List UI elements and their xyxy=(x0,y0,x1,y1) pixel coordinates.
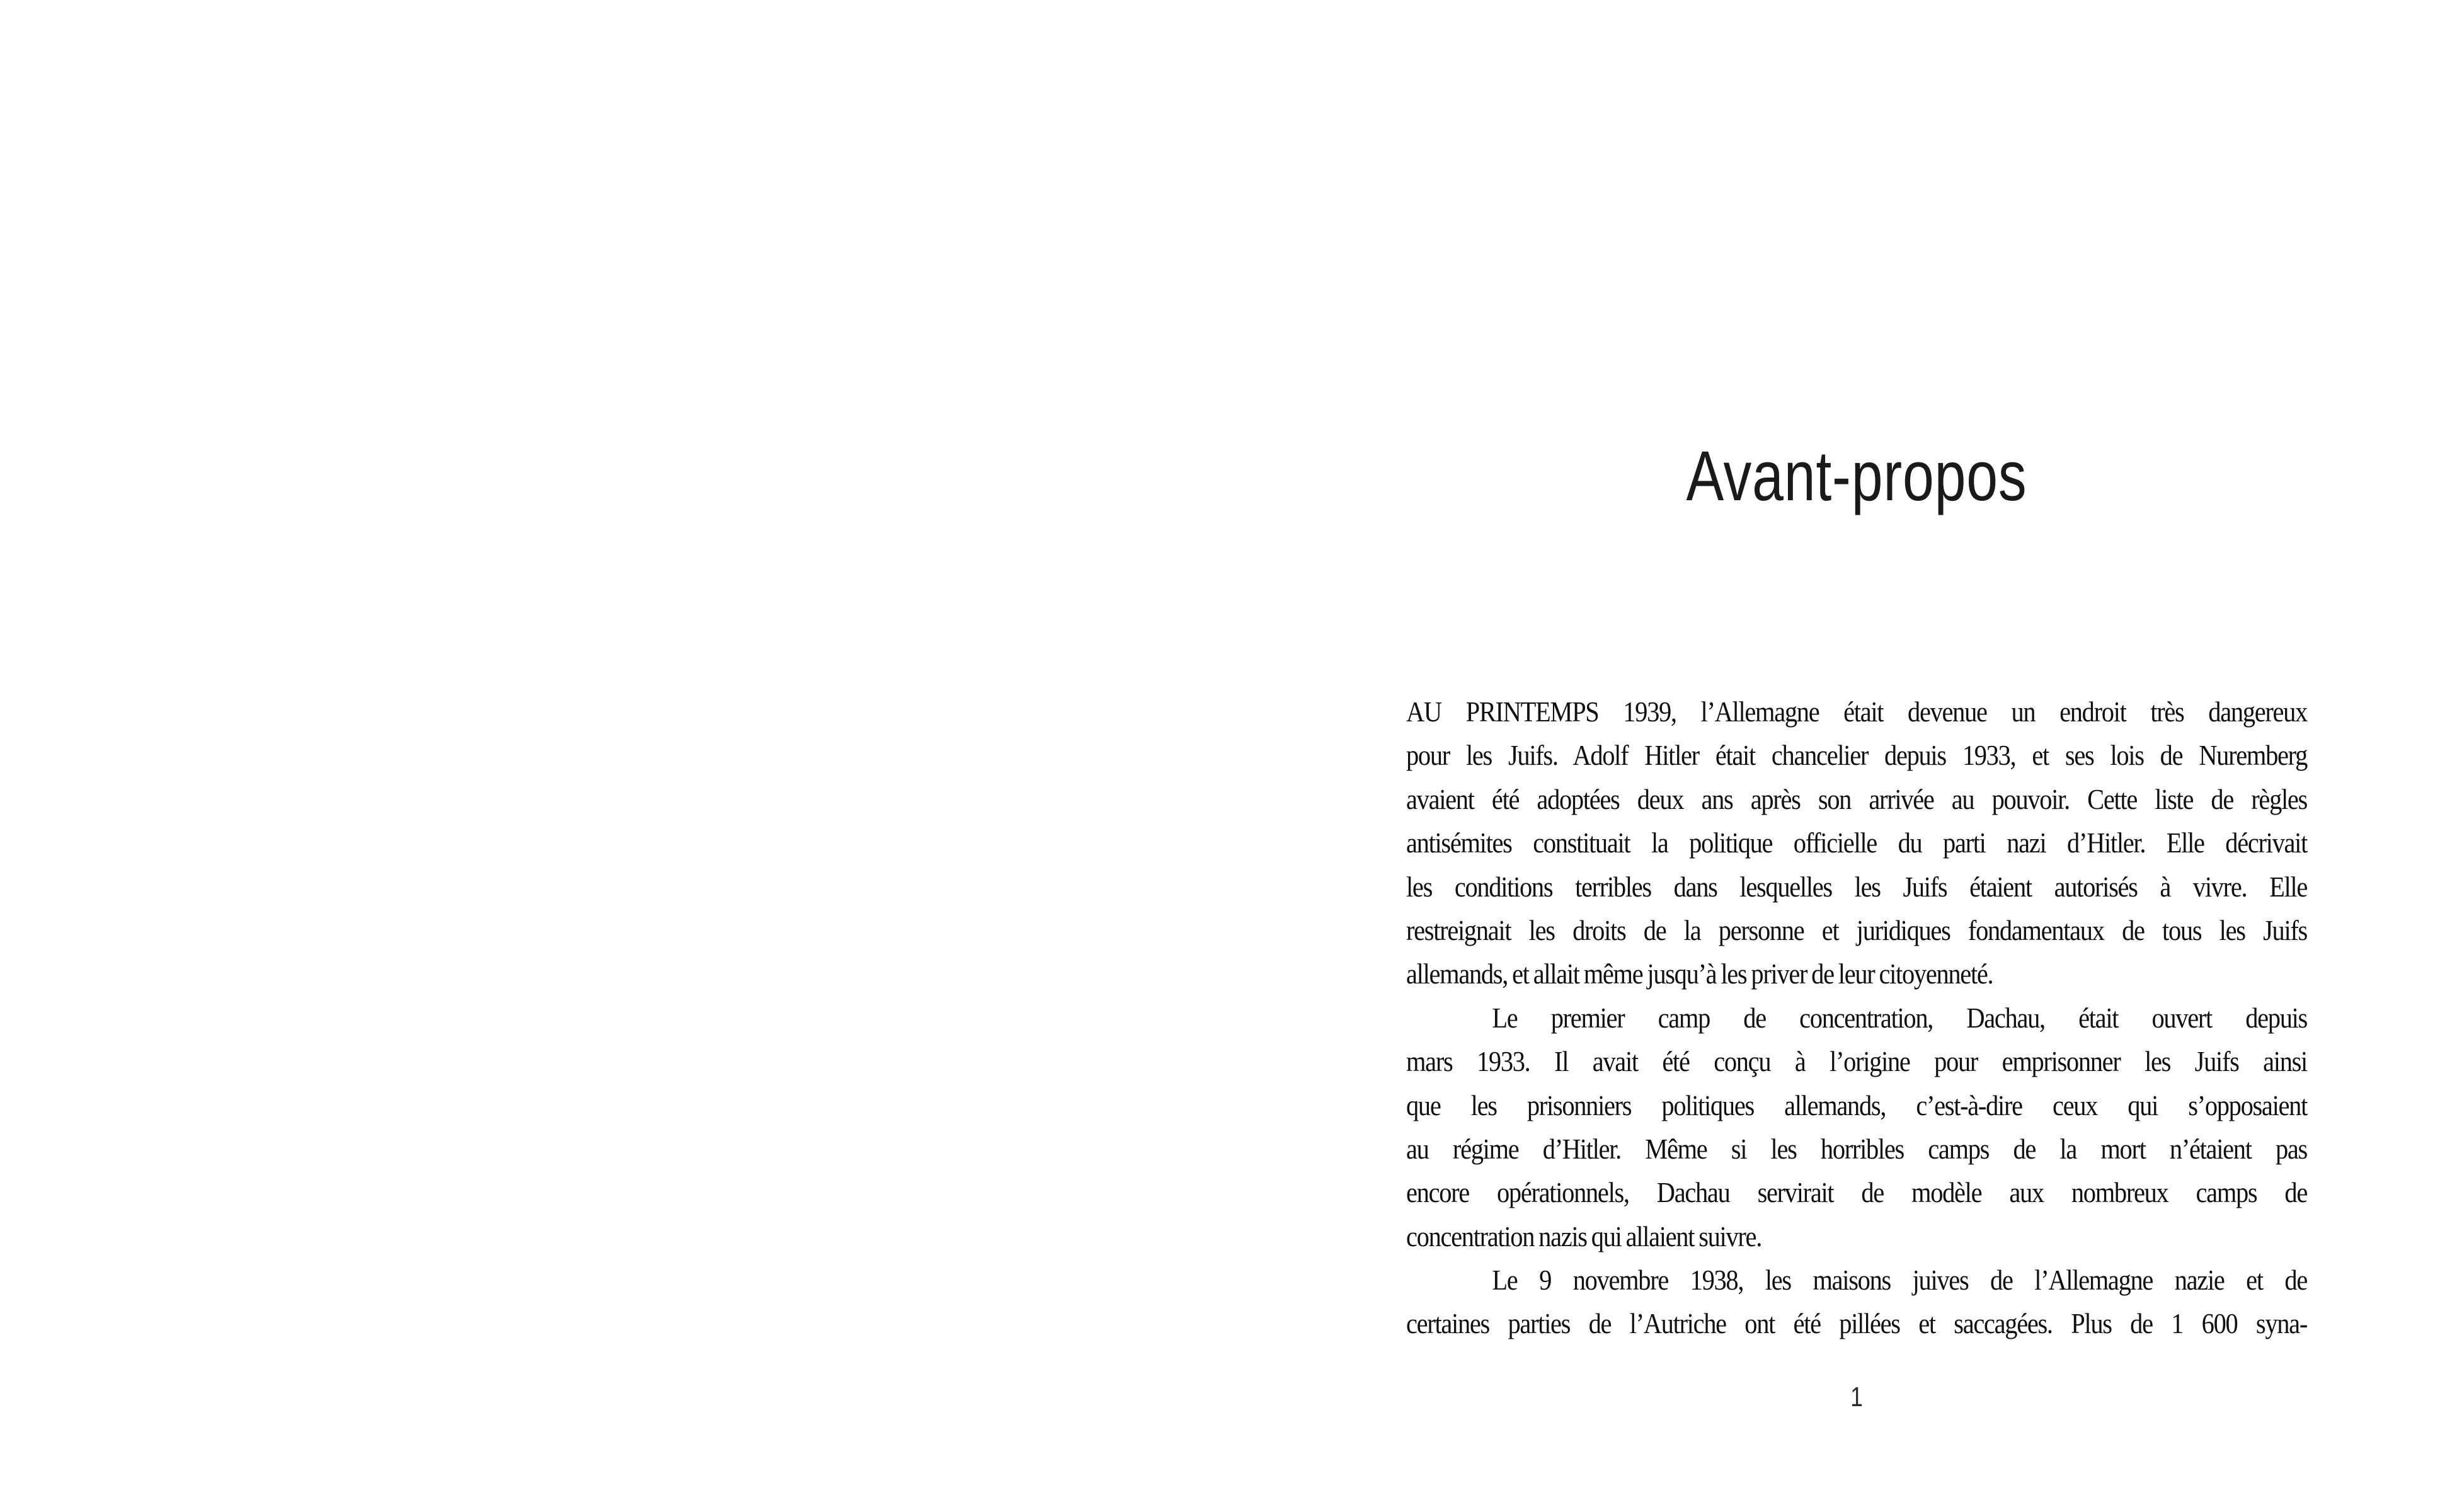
page-number: 1 xyxy=(1850,1382,1863,1412)
right-page xyxy=(1228,0,2457,1512)
body-line: restreignait les droits de la personne et juridiques fondamentaux de tous les Juifs xyxy=(1406,914,2307,946)
body-line: certaines parties de l’Autriche ont été pillées et saccagées. Plus de 1 600 syna- xyxy=(1406,1307,2307,1340)
chapter-title: Avant-propos xyxy=(1686,437,2027,515)
body-line: que les prisonniers politiques allemands, c’est-à-dire ceux qui s’opposaient xyxy=(1406,1089,2307,1121)
left-page-blank xyxy=(0,0,1228,1512)
body-line: au régime d’Hitler. Même si les horribles camps de la mort n’étaient pas xyxy=(1406,1132,2307,1165)
body-line: mars 1933. Il avait été conçu à l’origine pour emprisonner les Juifs ainsi xyxy=(1406,1045,2307,1078)
body-line: les conditions terribles dans lesquelles les Juifs étaient autorisés à vivre. Elle xyxy=(1406,870,2307,903)
body-line: Le premier camp de concentration, Dachau, était ouvert depuis xyxy=(1492,1001,2307,1034)
body-line: AU PRINTEMPS 1939, l’Allemagne était devenue un endroit très dangereux xyxy=(1406,696,2307,728)
body-line: concentration nazis qui allaient suivre. xyxy=(1406,1220,1762,1252)
body-line: Le 9 novembre 1938, les maisons juives de l’Allemagne nazie et de xyxy=(1492,1264,2307,1297)
body-line: avaient été adoptées deux ans après son arrivée au pouvoir. Cette liste de règles xyxy=(1406,782,2307,815)
body-line: antisémites constituait la politique officielle du parti nazi d’Hitler. Elle décrivait xyxy=(1406,827,2307,859)
body-line: allemands, et allait même jusqu’à les priver de leur citoyenneté. xyxy=(1406,958,1993,990)
body-line: encore opérationnels, Dachau servirait de modèle aux nombreux camps de xyxy=(1406,1176,2307,1209)
body-text xyxy=(1406,690,2307,1346)
body-line: pour les Juifs. Adolf Hitler était chancelier depuis 1933, et ses lois de Nuremberg xyxy=(1406,739,2307,772)
